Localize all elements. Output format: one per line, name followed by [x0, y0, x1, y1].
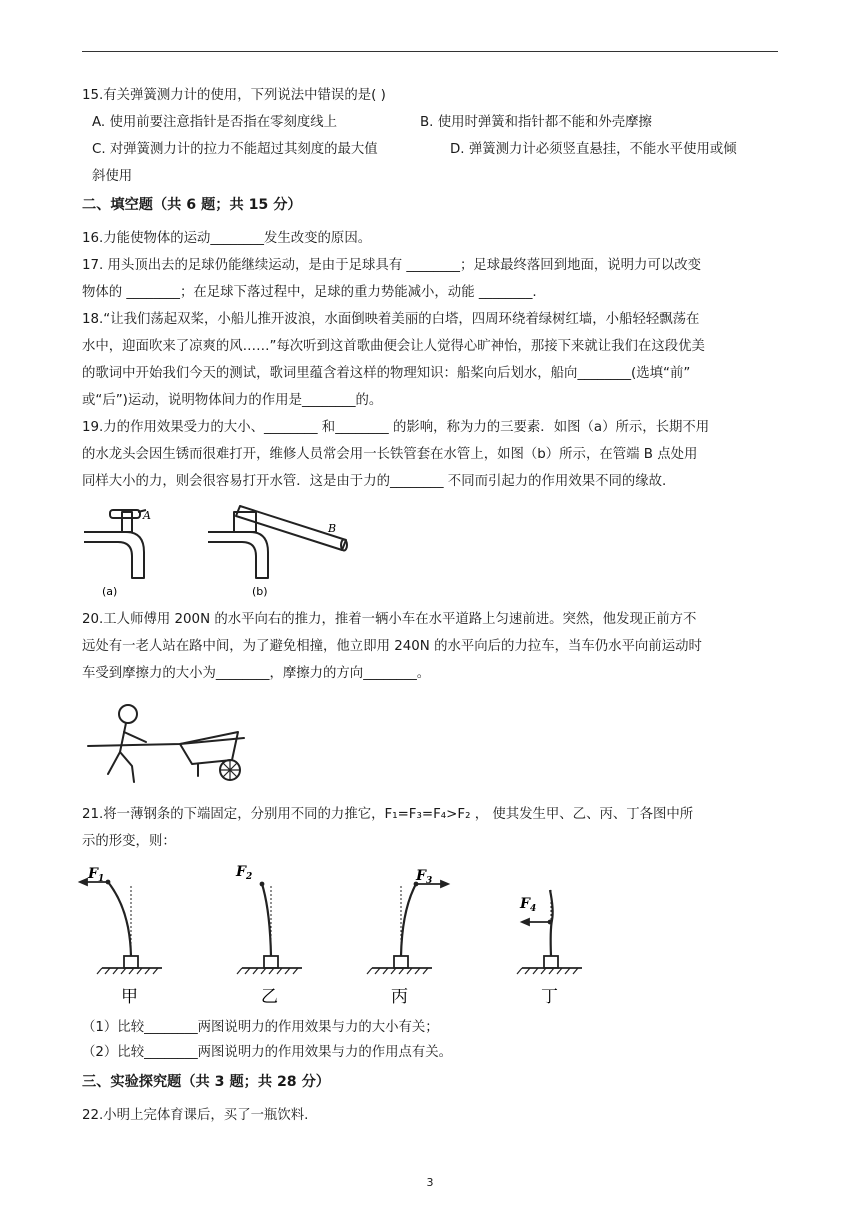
faucet-figure-a-caption: (a)	[102, 585, 118, 598]
page-number: 3	[426, 1176, 434, 1189]
strip-caption-yi: 乙	[261, 987, 278, 1007]
q16-text: 16.力能使物体的运动________发生改变的原因。	[82, 231, 372, 246]
q21-line-1: 21.将一薄钢条的下端固定，分别用不同的力推它，F₁=F₃=F₄>F₂ ， 使其发生甲、乙、丙、丁各图中所	[82, 807, 694, 822]
svg-text:F1	[87, 866, 104, 884]
q20-line-3: 车受到摩擦力的大小为________，摩擦力的方向________。	[82, 666, 431, 681]
q19-line-1: 19.力的作用效果受力的大小、________ 和________ 的影响，称为力的三要素．如图（a）所示，长期不用	[82, 420, 710, 435]
q15-option-d-continued: 斜使用	[92, 169, 133, 184]
q15-stem: 15.有关弹簧测力计的使用，下列说法中错误的是( )	[82, 88, 386, 103]
q18-line-1: 18.“让我们荡起双桨，小船儿推开波浪，水面倒映着美丽的白塔，四周环绕着绿树红墙，小船轻轻飘荡在	[82, 312, 700, 327]
q19-line-3: 同样大小的力，则会很容易打开水管．这是由于力的________ 不同而引起力的作用效果不同的缘故.	[82, 474, 667, 489]
steel-strip-figure	[76, 860, 596, 1010]
svg-text:F4	[519, 896, 536, 914]
worker-cart-figure	[80, 694, 280, 790]
section-3-title: 三、实验探究题（共 3 题；共 28 分）	[82, 1074, 330, 1090]
q17-line-1: 17. 用头顶出去的足球仍能继续运动，是由于足球具有 ________；足球最终落回到地面，说明力可以改变	[82, 258, 701, 273]
force-f4-label: F	[520, 896, 530, 912]
q21-subquestion-2: （2）比较________两图说明力的作用效果与力的作用点有关。	[82, 1045, 453, 1060]
header-rule	[82, 51, 778, 52]
q17-line-2: 物体的 ________；在足球下落过程中，足球的重力势能减小，动能 ________.	[82, 285, 537, 300]
q21-subquestion-1: （1）比较________两图说明力的作用效果与力的大小有关；	[82, 1020, 439, 1035]
q19-line-2: 的水龙头会因生锈而很难打开，维修人员常会用一长铁管套在水管上，如图（b）所示，在管端 B 点处用	[82, 447, 698, 462]
section-2-title: 二、填空题（共 6 题；共 15 分）	[82, 197, 302, 213]
force-f1-label: F	[88, 866, 98, 882]
force-f2-subscript: 2	[245, 872, 253, 882]
q20-line-1: 20.工人师傅用 200N 的水平向右的推力，推着一辆小车在水平道路上匀速前进。突然，他发现正前方不	[82, 612, 697, 627]
q21-line-2: 示的形变，则：	[82, 834, 176, 849]
strip-caption-bing: 丙	[391, 987, 408, 1007]
q15-option-b: B. 使用时弹簧和指针都不能和外壳摩擦	[420, 115, 652, 130]
svg-text:F2	[235, 864, 252, 882]
force-f3-label: F	[416, 868, 426, 884]
strip-caption-ding: 丁	[541, 987, 558, 1007]
svg-text:F3	[415, 868, 432, 886]
q18-line-2: 水中，迎面吹来了凉爽的风……”每次听到这首歌曲便会让人觉得心旷神怡，那接下来就让我们在这段优美	[82, 339, 705, 354]
faucet-point-b-label: B	[328, 522, 337, 535]
faucet-figure	[80, 502, 370, 600]
q20-line-2: 远处有一老人站在路中间，为了避免相撞，他立即用 240N 的水平向后的力拉车，当车仍水平向前运动时	[82, 639, 702, 654]
q15-option-a: A. 使用前要注意指针是否指在零刻度线上	[92, 115, 338, 130]
faucet-figure-b-caption: (b)	[252, 585, 268, 598]
q15-option-d: D. 弹簧测力计必须竖直悬挂，不能水平使用或倾	[450, 142, 737, 157]
force-f2-label: F	[236, 864, 246, 880]
q18-line-4: 或“后”)运动，说明物体间力的作用是________的。	[82, 393, 383, 408]
force-f1-subscript: 1	[97, 874, 105, 884]
q22-text: 22.小明上完体育课后，买了一瓶饮料.	[82, 1108, 309, 1123]
faucet-point-a-label: A	[143, 509, 151, 522]
q15-option-c: C. 对弹簧测力计的拉力不能超过其刻度的最大值	[92, 142, 378, 157]
strip-caption-jia: 甲	[121, 987, 138, 1007]
q18-line-3: 的歌词中开始我们今天的测试，歌词里蕴含着这样的物理知识：船桨向后划水，船向________(选填“前”	[82, 366, 691, 381]
force-f4-subscript: 4	[529, 904, 537, 914]
force-f3-subscript: 3	[425, 876, 433, 886]
